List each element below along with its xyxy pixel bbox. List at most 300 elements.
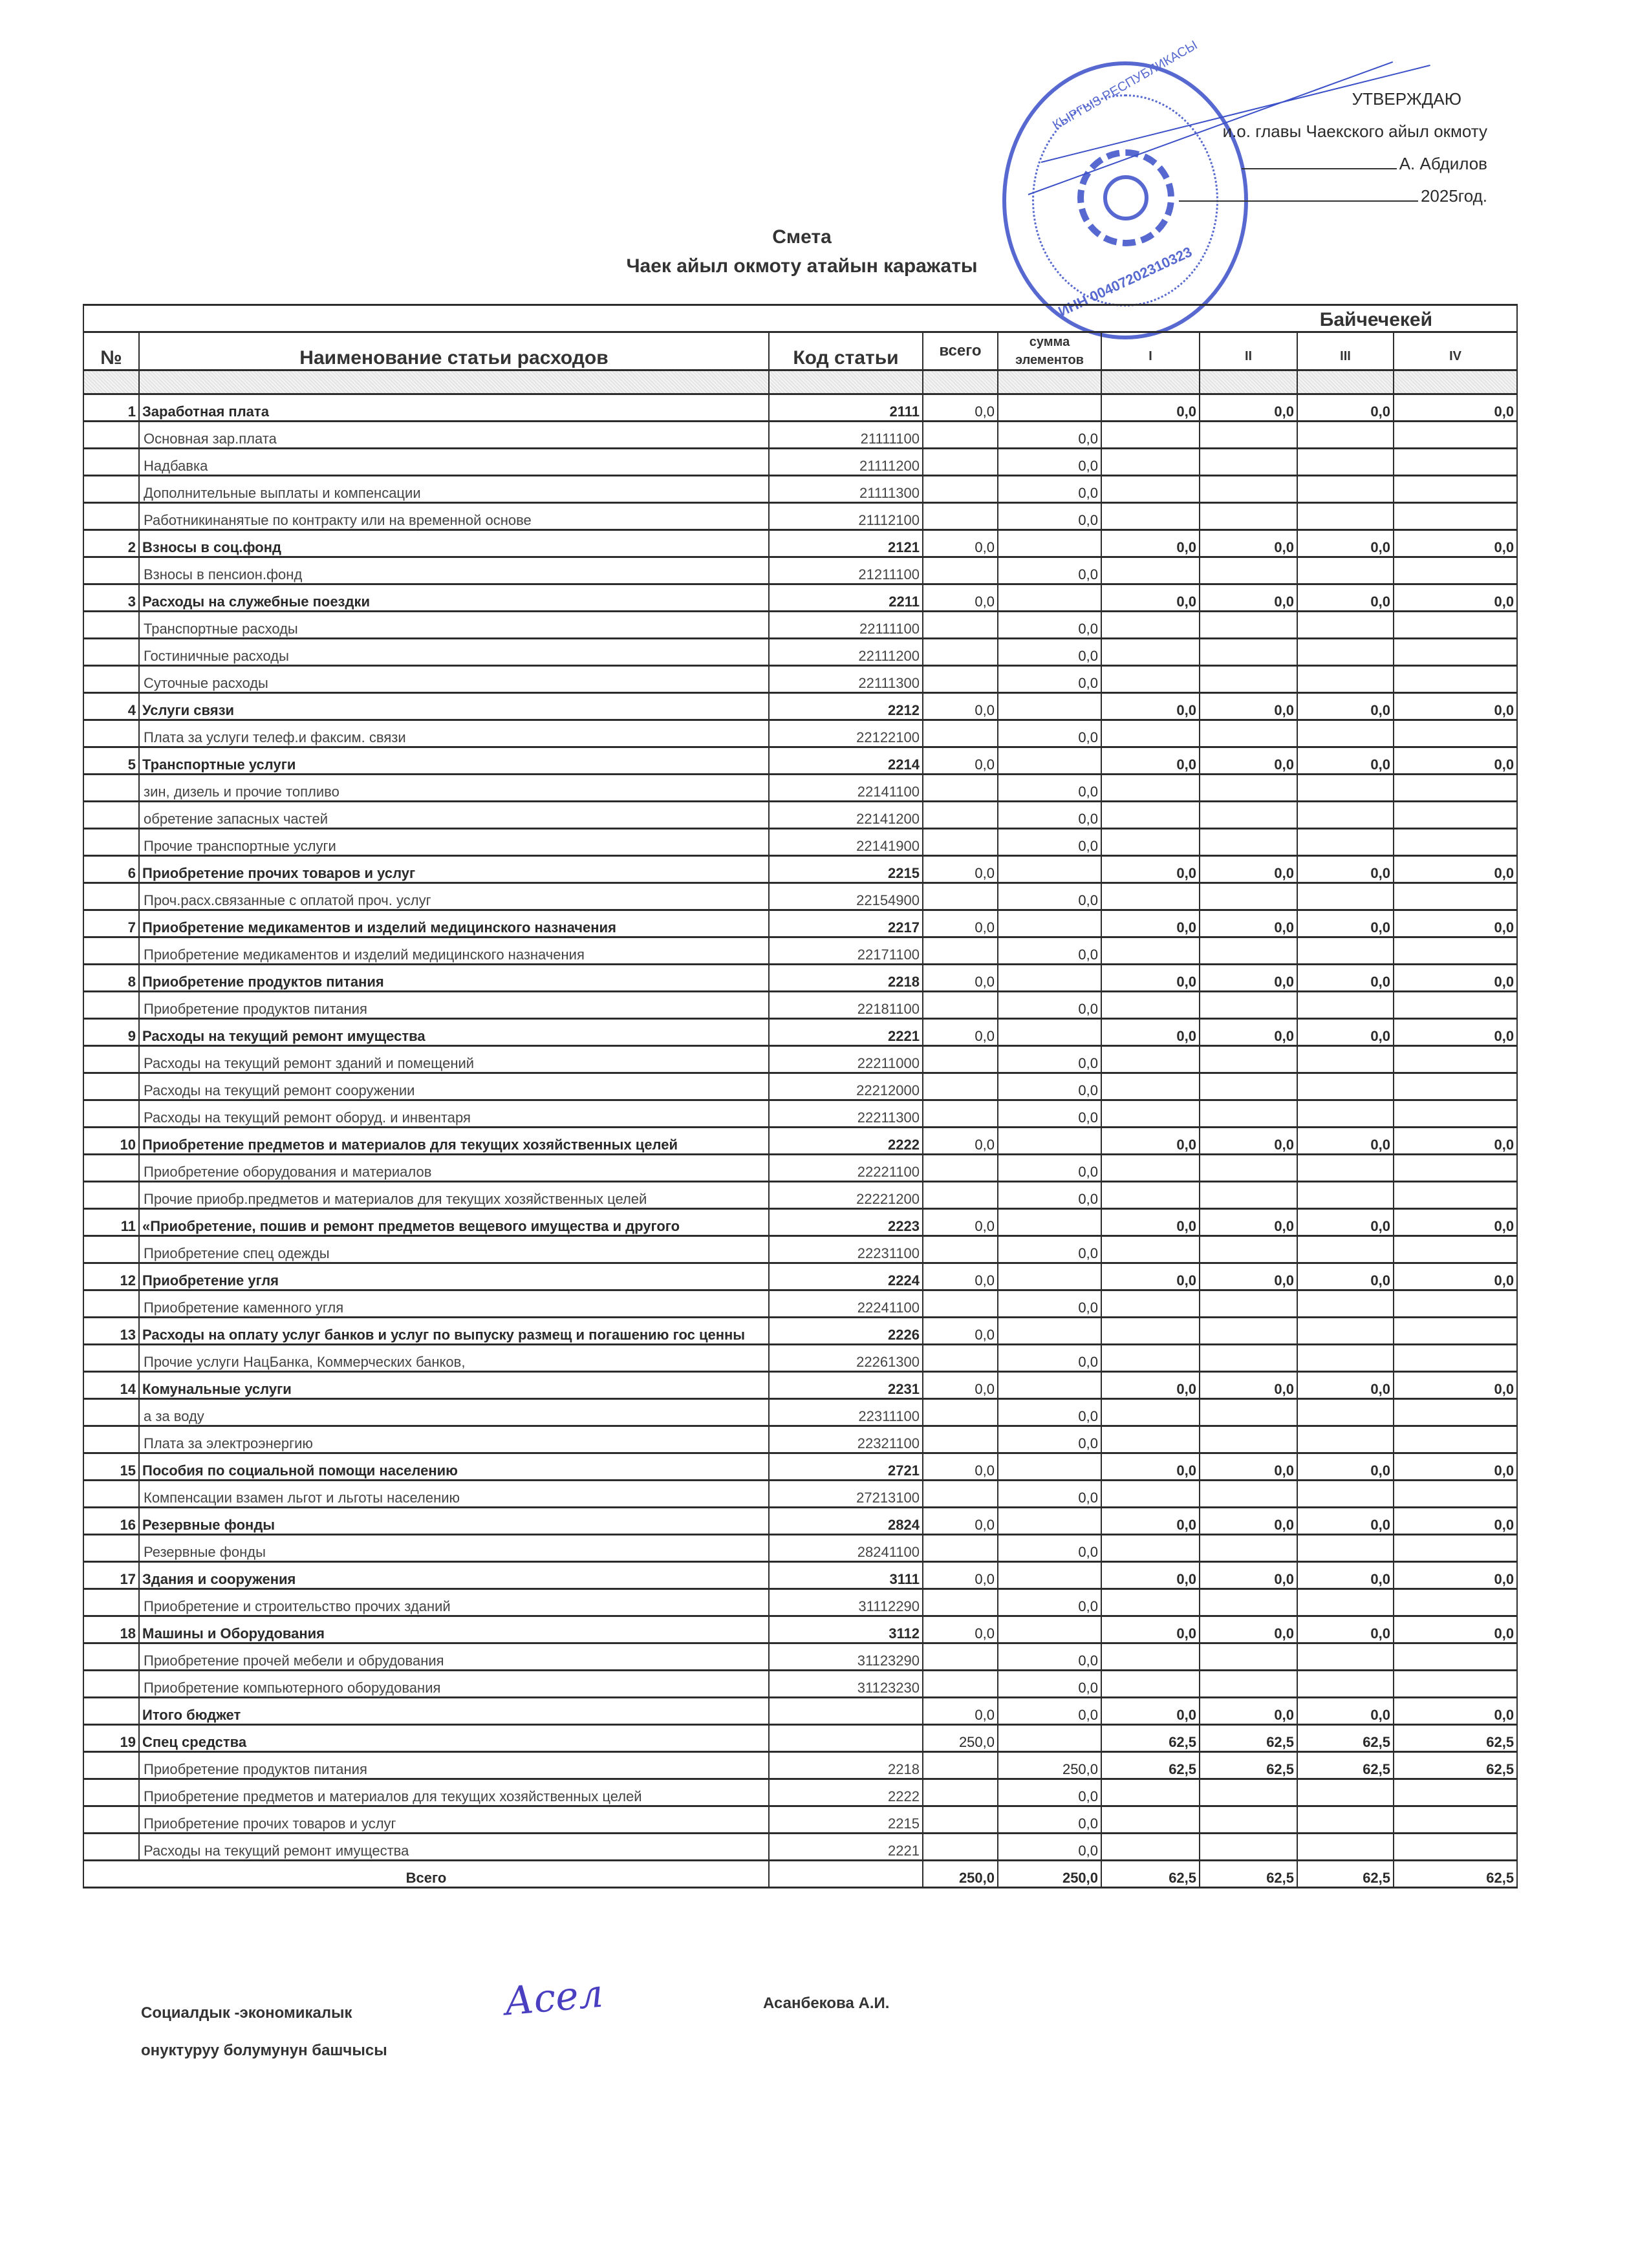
- row-q2: [1200, 883, 1297, 910]
- row-no: [83, 1698, 139, 1725]
- row-no: [83, 1834, 139, 1861]
- table-row: [83, 1372, 1517, 1399]
- row-name: Приобретение прочих товаров и услуг: [139, 856, 769, 883]
- row-name: Работникинанятые по контракту или на временной основе: [139, 503, 769, 530]
- row-no: 12: [83, 1263, 139, 1290]
- row-q1: 0,0: [1101, 584, 1200, 612]
- row-q3: [1297, 1100, 1394, 1128]
- row-q2: 0,0: [1200, 1562, 1297, 1589]
- row-no: [83, 449, 139, 476]
- document-title: Смета: [772, 226, 832, 248]
- row-total: [923, 1399, 998, 1426]
- row-no: [83, 1643, 139, 1671]
- row-q4: [1394, 612, 1517, 639]
- row-q4: 0,0: [1394, 1019, 1517, 1046]
- row-total: [923, 883, 998, 910]
- row-no: [83, 422, 139, 449]
- row-q3: [1297, 1779, 1394, 1806]
- table-row: [83, 1806, 1517, 1834]
- col-header-q2: II: [1200, 332, 1297, 370]
- table-row: [83, 1671, 1517, 1698]
- row-q3: [1297, 829, 1394, 856]
- table-row: [83, 1834, 1517, 1861]
- row-name: Расходы на текущий ремонт имущества: [139, 1019, 769, 1046]
- table-body: [83, 394, 1517, 1888]
- row-q4: [1394, 1589, 1517, 1616]
- row-q3: [1297, 1182, 1394, 1209]
- row-no: [83, 1046, 139, 1073]
- table-group-header-row: [83, 305, 1517, 332]
- row-no: [83, 1182, 139, 1209]
- stamp-outer-text: КЫРГЫЗ РЕСПУБЛИКАСЫ: [1050, 37, 1200, 133]
- row-name: Резервные фонды: [139, 1535, 769, 1562]
- row-q3: [1297, 1834, 1394, 1861]
- row-code: 3112: [769, 1616, 923, 1643]
- row-q4: [1394, 1236, 1517, 1263]
- row-name: Дополнительные выплаты и компенсации: [139, 476, 769, 503]
- row-q1: 62,5: [1101, 1861, 1200, 1888]
- table-row: [83, 530, 1517, 557]
- row-sum-elements: [998, 1372, 1101, 1399]
- row-no: [83, 1399, 139, 1426]
- row-q3: [1297, 449, 1394, 476]
- row-q4: 0,0: [1394, 910, 1517, 937]
- table-row: [83, 1100, 1517, 1128]
- row-no: [83, 775, 139, 802]
- table-row: [83, 1508, 1517, 1535]
- row-no: 19: [83, 1725, 139, 1752]
- row-name: Расходы на текущий ремонт имущества: [139, 1834, 769, 1861]
- row-no: [83, 1589, 139, 1616]
- row-no: 18: [83, 1616, 139, 1643]
- row-q1: [1101, 1481, 1200, 1508]
- row-q3: [1297, 1426, 1394, 1453]
- row-code: 2218: [769, 1752, 923, 1779]
- row-sum-elements: [998, 747, 1101, 775]
- row-no: [83, 1290, 139, 1318]
- row-q3: 0,0: [1297, 1453, 1394, 1481]
- row-q2: 0,0: [1200, 1698, 1297, 1725]
- row-total: 250,0: [923, 1861, 998, 1888]
- row-q3: 62,5: [1297, 1725, 1394, 1752]
- row-q1: 0,0: [1101, 394, 1200, 422]
- row-q1: [1101, 937, 1200, 965]
- row-sum-elements: 0,0: [998, 1236, 1101, 1263]
- row-q3: 0,0: [1297, 1209, 1394, 1236]
- row-name: Приобретение угля: [139, 1263, 769, 1290]
- row-code: [769, 1698, 923, 1725]
- row-q2: 0,0: [1200, 747, 1297, 775]
- signature: Асел: [502, 1971, 605, 2025]
- row-q3: [1297, 612, 1394, 639]
- row-q4: 0,0: [1394, 1616, 1517, 1643]
- row-total: 0,0: [923, 1372, 998, 1399]
- row-sum-elements: 0,0: [998, 422, 1101, 449]
- row-q1: [1101, 829, 1200, 856]
- row-no: 6: [83, 856, 139, 883]
- row-q3: [1297, 476, 1394, 503]
- row-total: [923, 1345, 998, 1372]
- row-q1: 0,0: [1101, 1698, 1200, 1725]
- table-row: [83, 1073, 1517, 1100]
- row-name: Машины и Оборудования: [139, 1616, 769, 1643]
- row-name: Приобретение продуктов питания: [139, 965, 769, 992]
- row-no: [83, 992, 139, 1019]
- row-no: 8: [83, 965, 139, 992]
- row-name: Приобретение медикаментов и изделий медицинского назначения: [139, 910, 769, 937]
- row-q3: [1297, 1806, 1394, 1834]
- table-row: [83, 503, 1517, 530]
- row-total: 0,0: [923, 1019, 998, 1046]
- row-code: 31123290: [769, 1643, 923, 1671]
- row-q3: [1297, 1671, 1394, 1698]
- row-total: [923, 1073, 998, 1100]
- row-name: Всего: [83, 1861, 769, 1888]
- row-q3: [1297, 1399, 1394, 1426]
- row-q4: 0,0: [1394, 1698, 1517, 1725]
- row-total: [923, 1779, 998, 1806]
- row-name: Приобретение компьютерного оборудования: [139, 1671, 769, 1698]
- row-no: [83, 1073, 139, 1100]
- row-q1: 0,0: [1101, 1128, 1200, 1155]
- row-name: Суточные расходы: [139, 666, 769, 693]
- row-q2: 0,0: [1200, 1453, 1297, 1481]
- col-header-sum-elements: сумма элементов: [998, 332, 1101, 370]
- row-no: [83, 1535, 139, 1562]
- row-code: 2215: [769, 1806, 923, 1834]
- row-no: 15: [83, 1453, 139, 1481]
- row-q2: 0,0: [1200, 965, 1297, 992]
- row-q1: [1101, 1806, 1200, 1834]
- table-row: [83, 965, 1517, 992]
- footer-signer-name: Асанбекова А.И.: [763, 1995, 890, 2012]
- row-name: Приобретение спец одежды: [139, 1236, 769, 1263]
- row-q1: 0,0: [1101, 1508, 1200, 1535]
- row-sum-elements: [998, 1209, 1101, 1236]
- approval-block: [1164, 83, 1487, 212]
- row-sum-elements: [998, 856, 1101, 883]
- row-code: 22141200: [769, 802, 923, 829]
- row-q4: 0,0: [1394, 747, 1517, 775]
- row-sum-elements: [998, 965, 1101, 992]
- table-row: [83, 1019, 1517, 1046]
- row-name: Комунальные услуги: [139, 1372, 769, 1399]
- row-total: [923, 1236, 998, 1263]
- row-q3: [1297, 1290, 1394, 1318]
- row-sum-elements: 0,0: [998, 1779, 1101, 1806]
- row-total: 0,0: [923, 856, 998, 883]
- approval-name: А. Абдилов: [1399, 154, 1487, 173]
- row-total: 0,0: [923, 1508, 998, 1535]
- row-no: [83, 1671, 139, 1698]
- row-code: 22111300: [769, 666, 923, 693]
- row-total: 0,0: [923, 910, 998, 937]
- row-q4: [1394, 1155, 1517, 1182]
- row-q1: 62,5: [1101, 1725, 1200, 1752]
- row-sum-elements: 0,0: [998, 557, 1101, 584]
- row-q2: [1200, 1100, 1297, 1128]
- row-q2: [1200, 666, 1297, 693]
- row-q3: 0,0: [1297, 530, 1394, 557]
- row-q1: [1101, 1236, 1200, 1263]
- table-row: [83, 1236, 1517, 1263]
- row-q1: [1101, 1643, 1200, 1671]
- row-code: 22111100: [769, 612, 923, 639]
- row-name: «Приобретение, пошив и ремонт предметов вещевого имущества и другого: [139, 1209, 769, 1236]
- row-q1: 0,0: [1101, 1616, 1200, 1643]
- row-q2: 62,5: [1200, 1861, 1297, 1888]
- row-q2: 0,0: [1200, 584, 1297, 612]
- row-no: [83, 720, 139, 747]
- row-q2: [1200, 1046, 1297, 1073]
- row-name: Приобретение прочей мебели и обрудования: [139, 1643, 769, 1671]
- row-no: 5: [83, 747, 139, 775]
- row-q2: 62,5: [1200, 1725, 1297, 1752]
- row-code: 2222: [769, 1128, 923, 1155]
- estimate-table: [83, 304, 1518, 1888]
- row-q2: [1200, 1779, 1297, 1806]
- row-total: 250,0: [923, 1725, 998, 1752]
- row-q2: [1200, 1236, 1297, 1263]
- table-row: [83, 856, 1517, 883]
- row-sum-elements: [998, 1725, 1101, 1752]
- row-q3: 0,0: [1297, 1616, 1394, 1643]
- row-sum-elements: 0,0: [998, 449, 1101, 476]
- row-name: Взносы в соц.фонд: [139, 530, 769, 557]
- row-name: Компенсации взамен льгот и льготы населению: [139, 1481, 769, 1508]
- table-total-row: [83, 1861, 1517, 1888]
- row-total: [923, 666, 998, 693]
- row-total: 0,0: [923, 1263, 998, 1290]
- row-total: [923, 422, 998, 449]
- row-q4: [1394, 1643, 1517, 1671]
- table-header-row: [83, 332, 1517, 370]
- row-sum-elements: 0,0: [998, 1155, 1101, 1182]
- row-code: 22221200: [769, 1182, 923, 1209]
- row-q3: 0,0: [1297, 1562, 1394, 1589]
- row-code: 2218: [769, 965, 923, 992]
- row-name: Пособия по социальной помощи населению: [139, 1453, 769, 1481]
- row-no: [83, 1236, 139, 1263]
- row-code: 21112100: [769, 503, 923, 530]
- row-q3: 0,0: [1297, 1263, 1394, 1290]
- row-sum-elements: 0,0: [998, 1671, 1101, 1698]
- row-q2: 0,0: [1200, 856, 1297, 883]
- row-total: [923, 612, 998, 639]
- row-q4: 0,0: [1394, 1128, 1517, 1155]
- row-total: 0,0: [923, 584, 998, 612]
- row-code: [769, 1725, 923, 1752]
- row-total: [923, 775, 998, 802]
- row-code: 22241100: [769, 1290, 923, 1318]
- row-q2: [1200, 612, 1297, 639]
- row-q1: [1101, 1073, 1200, 1100]
- row-code: 2222: [769, 1779, 923, 1806]
- row-name: Расходы на служебные поездки: [139, 584, 769, 612]
- row-q2: [1200, 639, 1297, 666]
- row-total: [923, 937, 998, 965]
- row-code: 2121: [769, 530, 923, 557]
- row-code: 22154900: [769, 883, 923, 910]
- row-total: [923, 1834, 998, 1861]
- row-q2: [1200, 1481, 1297, 1508]
- row-q4: [1394, 1290, 1517, 1318]
- row-q2: [1200, 720, 1297, 747]
- row-q3: [1297, 666, 1394, 693]
- row-q2: [1200, 1834, 1297, 1861]
- table-row: [83, 1399, 1517, 1426]
- row-sum-elements: 0,0: [998, 639, 1101, 666]
- row-q1: [1101, 1834, 1200, 1861]
- row-code: 22171100: [769, 937, 923, 965]
- table-row: [83, 449, 1517, 476]
- row-q1: 0,0: [1101, 1453, 1200, 1481]
- row-no: 7: [83, 910, 139, 937]
- row-no: [83, 639, 139, 666]
- row-name: Взносы в пенсион.фонд: [139, 557, 769, 584]
- row-q1: [1101, 1345, 1200, 1372]
- row-name: Приобретение продуктов питания: [139, 992, 769, 1019]
- row-q3: [1297, 992, 1394, 1019]
- footer-position-line2: онуктуруу болумунун башчысы: [141, 2042, 387, 2059]
- row-no: 1: [83, 394, 139, 422]
- row-code: 31123230: [769, 1671, 923, 1698]
- table-row: [83, 693, 1517, 720]
- table-header-shade-row: [83, 370, 1517, 394]
- row-q3: [1297, 1589, 1394, 1616]
- row-total: 0,0: [923, 1698, 998, 1725]
- row-name: а за воду: [139, 1399, 769, 1426]
- row-q4: 0,0: [1394, 394, 1517, 422]
- row-q1: [1101, 612, 1200, 639]
- table-row: [83, 883, 1517, 910]
- row-q3: [1297, 775, 1394, 802]
- row-code: 22261300: [769, 1345, 923, 1372]
- row-total: [923, 992, 998, 1019]
- row-total: 0,0: [923, 1562, 998, 1589]
- row-sum-elements: [998, 394, 1101, 422]
- row-q4: 62,5: [1394, 1861, 1517, 1888]
- row-q3: [1297, 1481, 1394, 1508]
- row-no: [83, 1345, 139, 1372]
- row-q4: [1394, 639, 1517, 666]
- row-q4: [1394, 883, 1517, 910]
- row-q1: [1101, 720, 1200, 747]
- row-code: 21211100: [769, 557, 923, 584]
- row-total: 0,0: [923, 1453, 998, 1481]
- row-no: 11: [83, 1209, 139, 1236]
- row-name: Услуги связи: [139, 693, 769, 720]
- table-row: [83, 584, 1517, 612]
- row-q1: [1101, 666, 1200, 693]
- row-q1: 0,0: [1101, 1263, 1200, 1290]
- row-code: 21111300: [769, 476, 923, 503]
- row-total: [923, 720, 998, 747]
- row-q4: [1394, 1046, 1517, 1073]
- row-total: 0,0: [923, 1128, 998, 1155]
- row-q3: 0,0: [1297, 1698, 1394, 1725]
- row-q1: [1101, 1155, 1200, 1182]
- row-q4: [1394, 666, 1517, 693]
- row-q3: [1297, 639, 1394, 666]
- row-code: 3111: [769, 1562, 923, 1589]
- row-no: 16: [83, 1508, 139, 1535]
- row-q3: [1297, 802, 1394, 829]
- table-row: [83, 422, 1517, 449]
- row-name: Приобретение предметов и материалов для текущих хозяйственных целей: [139, 1779, 769, 1806]
- row-code: 21111200: [769, 449, 923, 476]
- row-no: 3: [83, 584, 139, 612]
- row-q4: 0,0: [1394, 1562, 1517, 1589]
- row-name: Транспортные услуги: [139, 747, 769, 775]
- row-q4: 0,0: [1394, 1372, 1517, 1399]
- row-q2: [1200, 449, 1297, 476]
- row-q2: 0,0: [1200, 1508, 1297, 1535]
- row-code: [769, 1861, 923, 1888]
- row-q2: [1200, 1589, 1297, 1616]
- row-q4: [1394, 937, 1517, 965]
- row-sum-elements: 0,0: [998, 1399, 1101, 1426]
- row-name: Расходы на текущий ремонт оборуд. и инвентаря: [139, 1100, 769, 1128]
- row-code: 2824: [769, 1508, 923, 1535]
- row-sum-elements: 0,0: [998, 1426, 1101, 1453]
- row-total: [923, 1481, 998, 1508]
- row-q2: 0,0: [1200, 1128, 1297, 1155]
- table-row: [83, 639, 1517, 666]
- table-row: [83, 1779, 1517, 1806]
- row-q1: [1101, 1671, 1200, 1698]
- row-total: [923, 503, 998, 530]
- table-row: [83, 1643, 1517, 1671]
- row-total: 0,0: [923, 530, 998, 557]
- table-row: [83, 612, 1517, 639]
- table-subtotal-row: [83, 1698, 1517, 1725]
- row-code: 2211: [769, 584, 923, 612]
- row-q2: [1200, 476, 1297, 503]
- row-no: [83, 883, 139, 910]
- row-q4: [1394, 1535, 1517, 1562]
- row-q2: [1200, 937, 1297, 965]
- row-sum-elements: [998, 584, 1101, 612]
- row-q3: [1297, 1046, 1394, 1073]
- row-sum-elements: 0,0: [998, 1046, 1101, 1073]
- row-q1: 0,0: [1101, 747, 1200, 775]
- row-no: [83, 476, 139, 503]
- row-q4: 0,0: [1394, 693, 1517, 720]
- row-name: Резервные фонды: [139, 1508, 769, 1535]
- row-q3: [1297, 1236, 1394, 1263]
- row-q1: 0,0: [1101, 693, 1200, 720]
- row-q3: 0,0: [1297, 1372, 1394, 1399]
- row-sum-elements: [998, 1263, 1101, 1290]
- row-code: 28241100: [769, 1535, 923, 1562]
- row-code: 22321100: [769, 1426, 923, 1453]
- table-row: [83, 1725, 1517, 1752]
- row-q2: [1200, 1399, 1297, 1426]
- footer-position: [141, 1995, 387, 2070]
- row-code: 22212000: [769, 1073, 923, 1100]
- row-name: зин, дизель и прочие топливо: [139, 775, 769, 802]
- row-total: [923, 1046, 998, 1073]
- row-name: Проч.расх.связанные с оплатой проч. услуг: [139, 883, 769, 910]
- row-total: [923, 1426, 998, 1453]
- row-q4: [1394, 1182, 1517, 1209]
- approval-label: УТВЕРЖДАЮ: [1352, 89, 1461, 109]
- row-q2: 0,0: [1200, 910, 1297, 937]
- row-total: 0,0: [923, 747, 998, 775]
- row-no: [83, 503, 139, 530]
- table-row: [83, 775, 1517, 802]
